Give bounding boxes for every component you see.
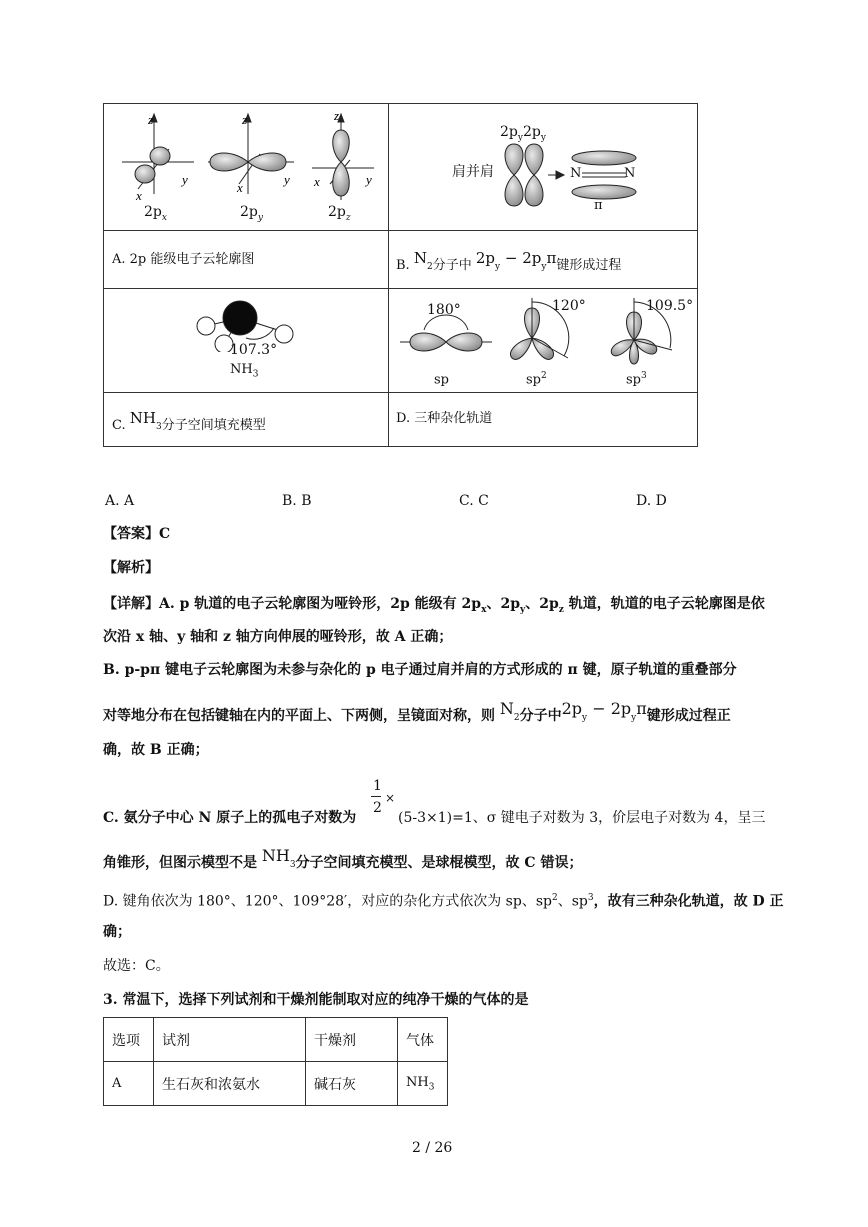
table-header-cell: 试剂 — [154, 1018, 306, 1062]
table-cell-gas: $NH_3$ — [398, 1062, 448, 1106]
detail-line-6a: C. 氨分子中心 N 原子上的孤电子对数为 — [103, 810, 357, 826]
label-2pz: $2p_z$ — [328, 204, 351, 223]
table-header-cell: 气体 — [398, 1018, 448, 1062]
axis-x-1: x — [136, 188, 142, 203]
axis-x-3: x — [314, 174, 320, 189]
fraction-times: × — [385, 791, 396, 805]
axis-y-2: y — [284, 172, 290, 187]
detail-line-8: D. 键角依次为 180°、120°、109°28′，对应的杂化方式依次为 sp、$sp^2$、$sp^3$，故有三种杂化轨道，故 D 正 — [103, 893, 784, 910]
axis-z-3: z — [334, 108, 340, 123]
axis-y-1: y — [182, 172, 188, 187]
option-a: A. A — [105, 493, 135, 509]
detail-line-5: 确，故 B 正确； — [103, 742, 209, 758]
d-angle-109: 109.5° — [646, 298, 694, 314]
caption-a: A. 2p 能级电子云轮廓图 — [112, 252, 255, 267]
figure-pi-bond — [494, 140, 674, 226]
table-cell: A — [104, 1062, 154, 1106]
fraction-numerator: 1 — [373, 778, 382, 794]
divider-h2 — [104, 288, 697, 289]
divider-vertical — [388, 104, 389, 446]
caption-d: D. 三种杂化轨道 — [396, 411, 493, 426]
table-row — [104, 1062, 448, 1106]
axis-z-1: z — [148, 112, 154, 127]
c-molecule-label: $NH_3$ — [230, 362, 259, 380]
divider-h3 — [104, 392, 697, 393]
pz-orbital — [312, 114, 374, 200]
table-header-cell: 干燥剂 — [306, 1018, 398, 1062]
axis-x-2: x — [237, 180, 243, 195]
detail-line-4: 对等地分布在包括键轴在内的平面上、下两侧，呈镜面对称，则 $N_2$分子中$2p_y - 2p_y\pi$键形成过程正 — [103, 699, 731, 724]
option-b: B. B — [282, 493, 312, 509]
detail-line-10: 故选：C。 — [103, 958, 170, 974]
detail-line-6b: (5-3×1)=1、σ 键电子对数为 3，价层电子对数为 4，呈三 — [398, 810, 766, 826]
page-number: 2 / 26 — [412, 1140, 453, 1156]
b-top-label: $2p_y2p_y$ — [500, 124, 546, 143]
table-header-row — [104, 1018, 448, 1062]
option-d: D. D — [636, 493, 667, 509]
fraction-bar — [371, 796, 381, 797]
d-angle-120: 120° — [552, 298, 586, 314]
c-angle: 107.3° — [230, 342, 278, 358]
b-atom-right: N — [624, 166, 636, 181]
detail-line-3: B. p-pπ 键电子云轮廓图为未参与杂化的 p 电子通过肩并肩的方式形成的 π 键，原子轨道的重叠部分 — [103, 662, 737, 678]
b-side-label: 肩并肩 — [452, 164, 494, 180]
answer: 【答案】C — [103, 526, 171, 542]
question-3: 3. 常温下，选择下列试剂和干燥剂能制取对应的纯净干燥的气体的是 — [103, 992, 529, 1008]
b-atom-left: N — [570, 166, 582, 181]
option-c: C. C — [459, 493, 489, 509]
detail-line-1: 【详解】A. p 轨道的电子云轮廓图为哑铃形，2p 能级有 $2p_x$、$2p_y$、$2p_z$ 轨道，轨道的电子云轮廓图是依 — [103, 596, 765, 615]
d-hybrid-sp2: $sp^2$ — [526, 371, 547, 388]
divider-h1 — [104, 230, 697, 231]
figure-table — [103, 103, 698, 447]
detail-line-9: 确； — [103, 924, 131, 940]
d-hybrid-sp3: $sp^3$ — [626, 371, 647, 388]
label-2py: $2p_y$ — [240, 204, 263, 223]
detail-line-2: 次沿 x 轴、y 轴和 z 轴方向伸展的哑铃形，故 A 正确； — [103, 629, 453, 645]
caption-c: C. $NH_3$分子空间填充模型 — [112, 409, 266, 433]
fraction-denominator: 2 — [373, 800, 382, 816]
py-orbital — [208, 114, 294, 194]
table-header-cell: 选项 — [104, 1018, 154, 1062]
axis-z-2: z — [242, 112, 248, 127]
axis-y-3: y — [366, 172, 372, 187]
label-2px: $2p_x$ — [144, 204, 167, 223]
d-angle-180: 180° — [427, 302, 461, 318]
table-cell: 生石灰和浓氨水 — [154, 1062, 306, 1106]
table-cell: 碱石灰 — [306, 1062, 398, 1106]
detail-line-7: 角锥形，但图示模型不是 $NH_3$分子空间填充模型、是球棍模型，故 C 错误； — [103, 846, 583, 871]
b-pi-label: π — [594, 198, 603, 213]
analysis-heading: 【解析】 — [103, 560, 159, 576]
d-hybrid-sp: sp — [434, 372, 449, 388]
caption-b: B. $N_2$分子中 $2p_y - 2p_y\pi$键形成过程 — [396, 249, 622, 273]
question-3-table — [103, 1017, 448, 1106]
